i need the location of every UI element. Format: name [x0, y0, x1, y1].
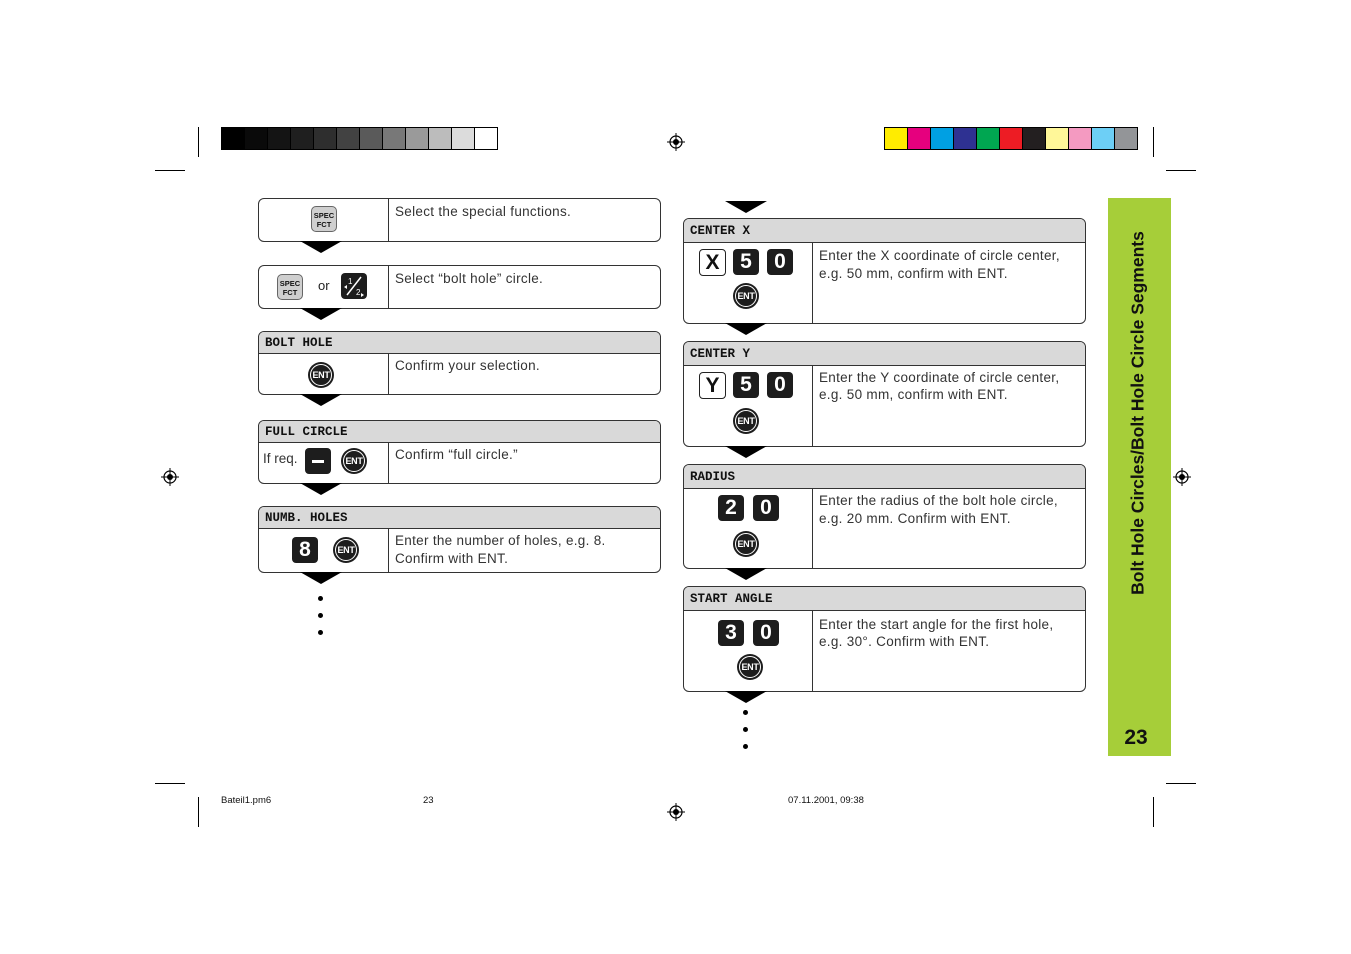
digit-key-5[interactable]: 5 — [733, 372, 759, 398]
flow-arrow-icon — [725, 201, 767, 213]
color-swatch — [475, 128, 497, 149]
step-center-x — [683, 218, 1086, 324]
step-header: CENTER X — [684, 219, 1085, 243]
step-full-circle — [258, 420, 661, 484]
digit-key-5[interactable]: 5 — [733, 249, 759, 275]
color-swatch — [931, 128, 954, 149]
step-description-line2: Confirm with ENT. — [395, 551, 509, 566]
color-swatch — [1069, 128, 1092, 149]
step-header: FULL CIRCLE — [259, 421, 660, 443]
half-key-top: 1 — [348, 277, 353, 286]
ent-key-icon[interactable]: ENT — [333, 537, 359, 563]
color-swatch — [908, 128, 931, 149]
continuation-dot — [318, 630, 323, 635]
digit-key-2[interactable]: 2 — [718, 495, 744, 521]
step-header: BOLT HOLE — [259, 332, 660, 354]
step-header: RADIUS — [684, 465, 1085, 489]
minus-key-icon[interactable] — [305, 448, 331, 474]
digit-key-0[interactable]: 0 — [753, 495, 779, 521]
color-swatch — [1092, 128, 1115, 149]
crop-mark — [155, 170, 185, 171]
color-swatch — [314, 128, 337, 149]
spec-fct-key-icon[interactable]: SPEC FCT — [311, 206, 337, 232]
ent-key-icon[interactable]: ENT — [341, 448, 367, 474]
crop-mark — [198, 127, 199, 157]
or-label: or — [318, 278, 330, 293]
step-select-bolt-hole — [258, 265, 661, 309]
step-header: NUMB. HOLES — [259, 507, 660, 529]
spec-fct-key-icon[interactable]: SPEC FCT — [277, 274, 303, 300]
flow-arrow-icon — [300, 572, 342, 584]
step-description-line1: Enter the X coordinate of circle center, — [819, 248, 1060, 263]
step-description-line1: Enter the Y coordinate of circle center, — [819, 370, 1060, 385]
digit-key-3[interactable]: 3 — [718, 620, 744, 646]
crop-mark — [1153, 797, 1154, 827]
registration-mark-icon — [667, 803, 685, 821]
flow-arrow-icon — [725, 446, 767, 458]
step-select-special — [258, 198, 661, 242]
flow-arrow-icon — [300, 308, 342, 320]
step-start-angle — [683, 586, 1086, 692]
step-description-line1: Enter the radius of the bolt hole circle, — [819, 493, 1058, 508]
color-bar — [884, 127, 1138, 150]
continuation-dot — [743, 727, 748, 732]
registration-mark-icon — [161, 468, 179, 486]
color-swatch — [1000, 128, 1023, 149]
color-swatch — [383, 128, 406, 149]
step-numb-holes — [258, 506, 661, 573]
step-description: Select “bolt hole” circle. — [395, 271, 544, 286]
color-swatch — [977, 128, 1000, 149]
flow-arrow-icon — [300, 241, 342, 253]
crop-mark — [1166, 783, 1196, 784]
color-swatch — [222, 128, 245, 149]
registration-mark-icon — [667, 133, 685, 151]
flow-arrow-icon — [300, 394, 342, 406]
digit-key-0[interactable]: 0 — [767, 372, 793, 398]
color-swatch — [337, 128, 360, 149]
color-swatch — [245, 128, 268, 149]
color-swatch — [1046, 128, 1069, 149]
if-req-label: If req. — [263, 451, 298, 466]
color-swatch — [1115, 128, 1137, 149]
continuation-dot — [318, 613, 323, 618]
step-description-line2: e.g. 50 mm, confirm with ENT. — [819, 266, 1008, 281]
continuation-dot — [743, 744, 748, 749]
digit-key-8[interactable]: 8 — [292, 537, 318, 563]
step-description-line2: e.g. 20 mm. Confirm with ENT. — [819, 511, 1011, 526]
continuation-dot — [743, 710, 748, 715]
ent-key-icon[interactable]: ENT — [733, 283, 759, 309]
color-swatch — [406, 128, 429, 149]
registration-mark-icon — [1173, 468, 1191, 486]
step-description-line1: Enter the number of holes, e.g. 8. — [395, 533, 606, 548]
ent-key-icon[interactable]: ENT — [733, 408, 759, 434]
step-description-line1: Enter the start angle for the first hole, — [819, 617, 1054, 632]
footer-page: 23 — [423, 795, 434, 806]
footer-file: Bateil1.pm6 — [221, 795, 272, 806]
continuation-dot — [318, 596, 323, 601]
digit-key-0[interactable]: 0 — [753, 620, 779, 646]
crop-mark — [1153, 127, 1154, 157]
step-bolt-hole — [258, 331, 661, 395]
grayscale-bar — [221, 127, 498, 150]
step-description: Select the special functions. — [395, 204, 572, 219]
color-swatch — [885, 128, 908, 149]
digit-key-0[interactable]: 0 — [767, 249, 793, 275]
color-swatch — [429, 128, 452, 149]
color-swatch — [268, 128, 291, 149]
color-swatch — [360, 128, 383, 149]
ent-key-icon[interactable]: ENT — [733, 531, 759, 557]
axis-key-y[interactable]: Y — [699, 372, 726, 399]
step-description-line2: e.g. 50 mm, confirm with ENT. — [819, 387, 1008, 402]
color-swatch — [452, 128, 475, 149]
footer-datetime: 07.11.2001, 09:38 — [788, 795, 864, 806]
step-description-line2: e.g. 30°. Confirm with ENT. — [819, 634, 990, 649]
axis-key-x[interactable]: X — [699, 249, 726, 276]
crop-mark — [1166, 170, 1196, 171]
color-swatch — [954, 128, 977, 149]
step-center-y — [683, 341, 1086, 447]
half-key-bottom: 2 — [356, 288, 361, 297]
step-description: Confirm “full circle.” — [395, 447, 518, 462]
step-description: Confirm your selection. — [395, 358, 540, 373]
flow-arrow-icon — [300, 483, 342, 495]
ent-key-icon[interactable]: ENT — [308, 362, 334, 388]
color-swatch — [1023, 128, 1046, 149]
color-swatch — [291, 128, 314, 149]
page-number: 23 — [1124, 726, 1148, 749]
step-radius — [683, 464, 1086, 569]
flow-arrow-icon — [725, 568, 767, 580]
chapter-title: Bolt Hole Circles/Bolt Hole Circle Segments — [1127, 231, 1148, 595]
crop-mark — [155, 783, 185, 784]
step-header: START ANGLE — [684, 587, 1085, 611]
half-key-icon[interactable] — [341, 273, 367, 299]
crop-mark — [198, 797, 199, 827]
flow-arrow-icon — [725, 691, 767, 703]
flow-arrow-icon — [725, 323, 767, 335]
ent-key-icon[interactable]: ENT — [737, 654, 763, 680]
step-header: CENTER Y — [684, 342, 1085, 366]
